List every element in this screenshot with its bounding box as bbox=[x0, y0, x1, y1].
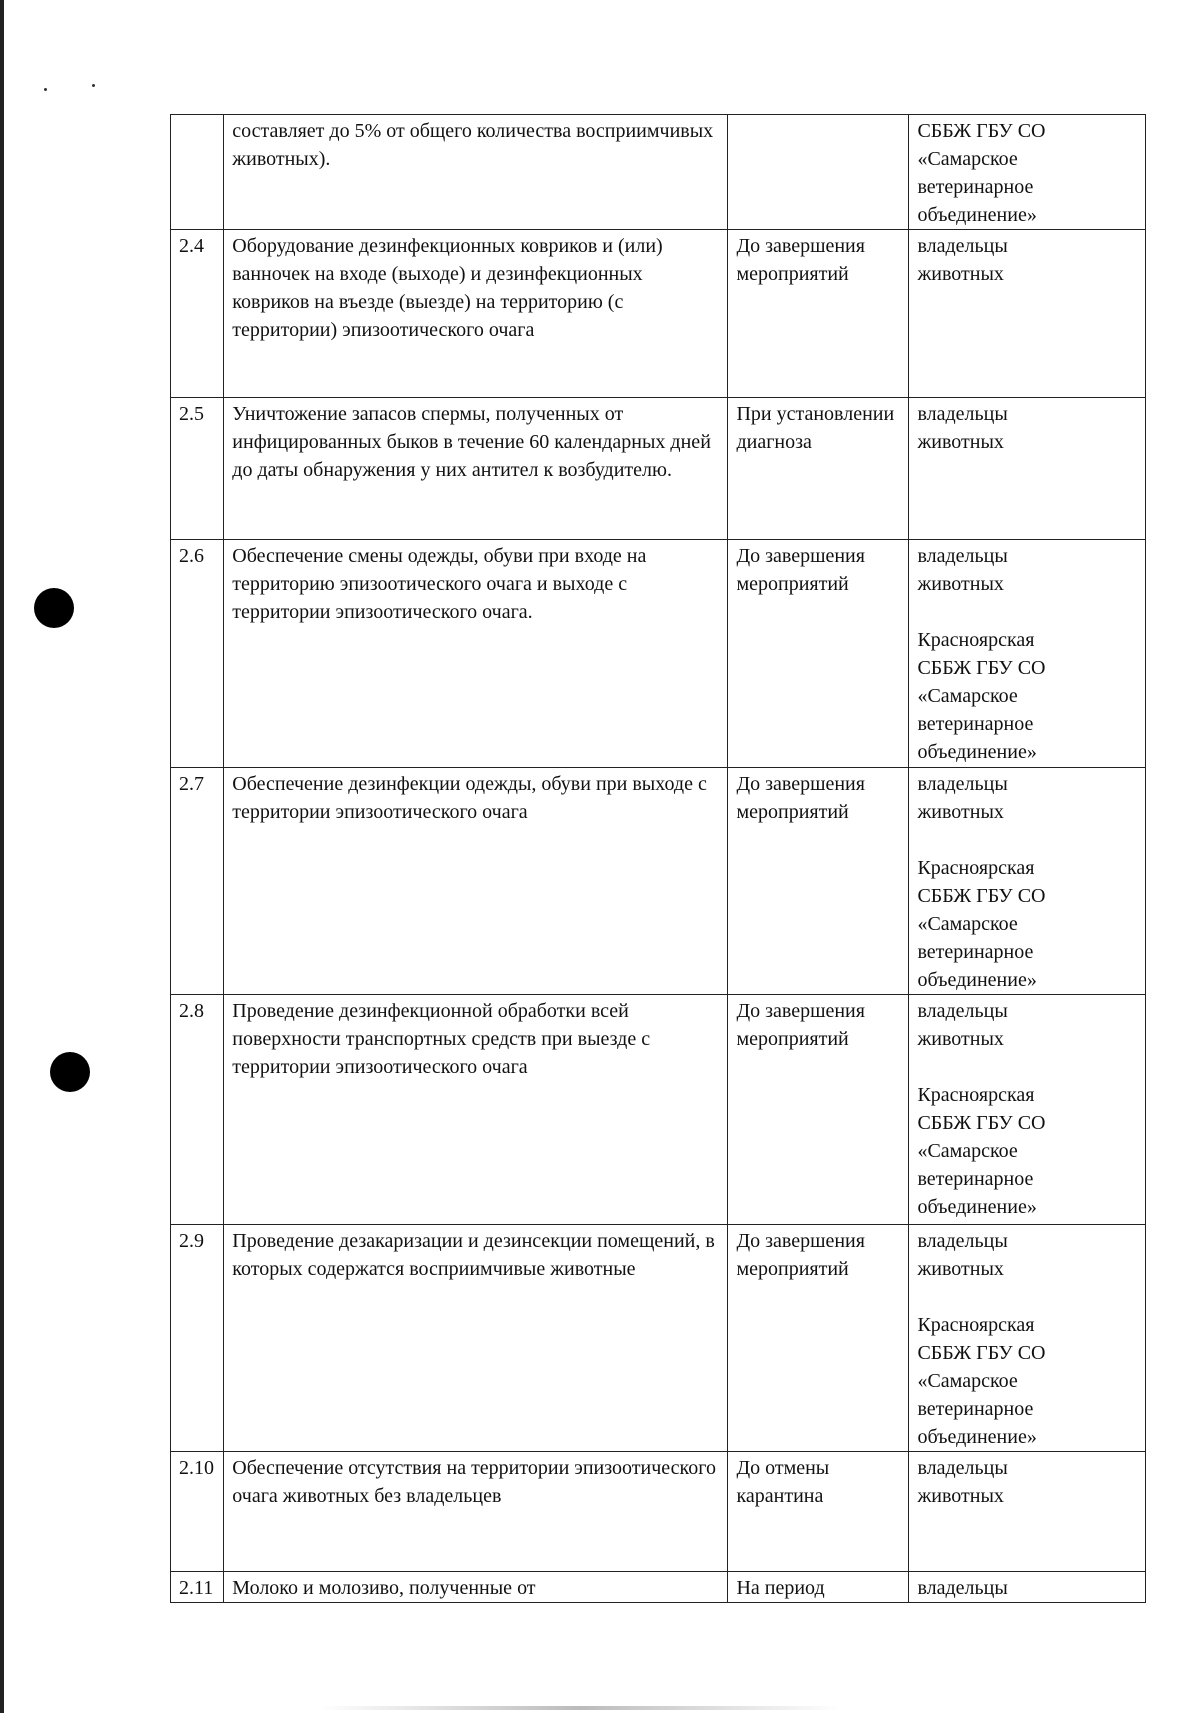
responsible-line: животных bbox=[917, 431, 1004, 453]
responsible-line: животных bbox=[917, 573, 1004, 595]
responsible-line: ветеринарное bbox=[917, 713, 1034, 735]
responsible-line: СББЖ ГБУ СО bbox=[917, 885, 1046, 907]
responsible-line: СББЖ ГБУ СО bbox=[917, 1112, 1046, 1134]
term-cell: При установлении диагноза bbox=[728, 398, 909, 540]
action-cell: Проведение дезакаризации и дезинсекции помещений, в которых содержатся восприимчивые животные bbox=[224, 1225, 728, 1452]
row-number-cell: 2.11 bbox=[171, 1572, 224, 1603]
term-cell: На период bbox=[728, 1572, 909, 1603]
term-cell: До завершения мероприятий bbox=[728, 768, 909, 995]
row-number-cell: 2.4 bbox=[171, 230, 224, 398]
responsible-line: объединение» bbox=[917, 204, 1037, 226]
responsible-line: «Самарское bbox=[917, 685, 1018, 707]
responsible-line: Красноярская bbox=[917, 1084, 1035, 1106]
table-row bbox=[171, 540, 1146, 768]
table-row bbox=[171, 1572, 1146, 1603]
responsible-line: Красноярская bbox=[917, 629, 1035, 651]
table-row bbox=[171, 1452, 1146, 1572]
responsible-line: ветеринарное bbox=[917, 1398, 1034, 1420]
action-cell: Обеспечение смены одежды, обуви при входе на территорию эпизоотического очага и выходе с территории эпизоотического очага. bbox=[224, 540, 728, 768]
responsible-cell bbox=[909, 768, 1146, 995]
responsible-cell bbox=[909, 230, 1146, 398]
responsible-line: владельцы bbox=[917, 545, 1008, 567]
responsible-line: «Самарское bbox=[917, 1140, 1018, 1162]
term-cell: До завершения мероприятий bbox=[728, 540, 909, 768]
term-cell: До завершения мероприятий bbox=[728, 995, 909, 1225]
responsible-line: владельцы bbox=[917, 1457, 1008, 1479]
responsible-line: животных bbox=[917, 1485, 1004, 1507]
responsible-line: владельцы bbox=[917, 403, 1008, 425]
action-cell: Уничтожение запасов спермы, полученных от инфицированных быков в течение 60 календарных дней до даты обнаружения у них антител к возбудителю. bbox=[224, 398, 728, 540]
responsible-cell bbox=[909, 1225, 1146, 1452]
table-row bbox=[171, 230, 1146, 398]
responsible-line: животных bbox=[917, 1028, 1004, 1050]
table-row bbox=[171, 1225, 1146, 1452]
scan-page-edge bbox=[0, 0, 4, 1713]
responsible-line: животных bbox=[917, 801, 1004, 823]
term-cell: До завершения мероприятий bbox=[728, 1225, 909, 1452]
action-cell: составляет до 5% от общего количества восприимчивых животных). bbox=[224, 115, 728, 230]
responsible-line: животных bbox=[917, 1258, 1004, 1280]
responsible-cell bbox=[909, 115, 1146, 230]
responsible-cell bbox=[909, 1452, 1146, 1572]
responsible-line: животных bbox=[917, 263, 1004, 285]
responsible-line: ветеринарное bbox=[917, 1168, 1034, 1190]
punch-hole-bottom bbox=[50, 1052, 90, 1092]
responsible-line: СББЖ ГБУ СО bbox=[917, 120, 1046, 142]
responsible-line: владельцы bbox=[917, 1577, 1008, 1599]
responsible-line: «Самарское bbox=[917, 913, 1018, 935]
responsible-line: «Самарское bbox=[917, 1370, 1018, 1392]
responsible-line: владельцы bbox=[917, 1230, 1008, 1252]
responsible-line: СББЖ ГБУ СО bbox=[917, 657, 1046, 679]
row-number-cell: 2.10 bbox=[171, 1452, 224, 1572]
punch-hole-top bbox=[34, 588, 74, 628]
action-cell: Оборудование дезинфекционных ковриков и (или) ванночек на входе (выходе) и дезинфекционных ковриков на въезде (выезде) на территорию (с территории) эпизоотического очага bbox=[224, 230, 728, 398]
responsible-line: ветеринарное bbox=[917, 941, 1034, 963]
measures-table bbox=[170, 114, 1146, 1603]
action-cell: Обеспечение дезинфекции одежды, обуви при выходе с территории эпизоотического очага bbox=[224, 768, 728, 995]
responsible-cell bbox=[909, 398, 1146, 540]
responsible-cell bbox=[909, 995, 1146, 1225]
scan-speck bbox=[44, 88, 47, 91]
responsible-spacer bbox=[917, 1283, 1137, 1311]
responsible-line: объединение» bbox=[917, 969, 1037, 991]
responsible-line: СББЖ ГБУ СО bbox=[917, 1342, 1046, 1364]
responsible-cell bbox=[909, 540, 1146, 768]
action-cell: Обеспечение отсутствия на территории эпизоотического очага животных без владельцев bbox=[224, 1452, 728, 1572]
term-cell: До завершения мероприятий bbox=[728, 230, 909, 398]
responsible-line: объединение» bbox=[917, 1426, 1037, 1448]
measures-table-body bbox=[171, 115, 1146, 1603]
action-cell: Проведение дезинфекционной обработки всей поверхности транспортных средств при выезде с территории эпизоотического очага bbox=[224, 995, 728, 1225]
responsible-cell bbox=[909, 1572, 1146, 1603]
responsible-line: объединение» bbox=[917, 741, 1037, 763]
table-row bbox=[171, 768, 1146, 995]
scan-speck bbox=[92, 84, 95, 87]
responsible-line: владельцы bbox=[917, 1000, 1008, 1022]
responsible-line: ветеринарное bbox=[917, 176, 1034, 198]
action-cell: Молоко и молозиво, полученные от bbox=[224, 1572, 728, 1603]
row-number-cell: 2.7 bbox=[171, 768, 224, 995]
responsible-spacer bbox=[917, 1053, 1137, 1081]
table-row bbox=[171, 115, 1146, 230]
responsible-line: Красноярская bbox=[917, 1314, 1035, 1336]
scan-smudge bbox=[320, 1706, 840, 1710]
table-row bbox=[171, 398, 1146, 540]
responsible-line: Красноярская bbox=[917, 857, 1035, 879]
row-number-cell: 2.6 bbox=[171, 540, 224, 768]
responsible-line: объединение» bbox=[917, 1196, 1037, 1218]
responsible-line: владельцы bbox=[917, 235, 1008, 257]
term-cell bbox=[728, 115, 909, 230]
row-number-cell: 2.9 bbox=[171, 1225, 224, 1452]
table-row bbox=[171, 995, 1146, 1225]
responsible-line: «Самарское bbox=[917, 148, 1018, 170]
responsible-spacer bbox=[917, 826, 1137, 854]
row-number-cell: 2.8 bbox=[171, 995, 224, 1225]
responsible-spacer bbox=[917, 598, 1137, 626]
row-number-cell: 2.5 bbox=[171, 398, 224, 540]
term-cell: До отмены карантина bbox=[728, 1452, 909, 1572]
responsible-line: владельцы bbox=[917, 773, 1008, 795]
row-number-cell bbox=[171, 115, 224, 230]
